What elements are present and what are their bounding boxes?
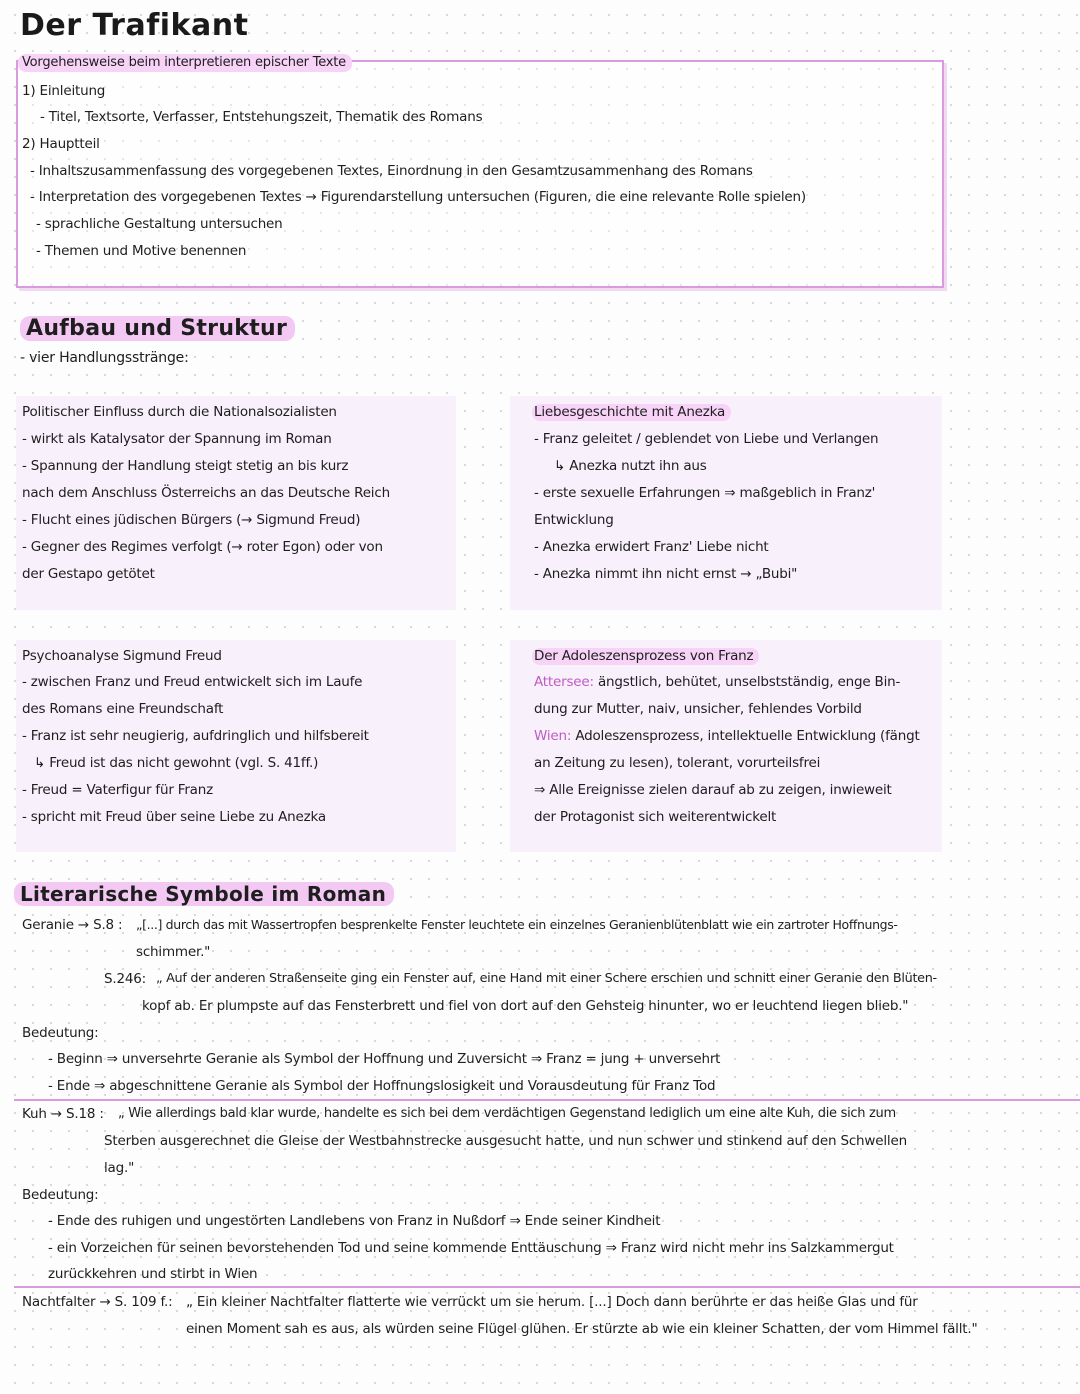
method-line: 1) Einleitung: [22, 83, 106, 99]
aufbau-subtitle: - vier Handlungsstränge:: [20, 350, 189, 366]
card-line: [534, 675, 900, 691]
section-heading-aufbau: Aufbau und Struktur: [20, 316, 295, 341]
wien-label: Wien:: [534, 728, 572, 744]
nachtfalter-quote-line: einen Moment sah es aus, als würden seine Flügel glühen. Er stürzte ab wie ein kleiner Schatten, der vom Himmel fällt.": [186, 1321, 978, 1337]
card-line: - Flucht eines jüdischen Bürgers (→ Sigmund Freud): [22, 512, 361, 528]
kuh-bedeutung-line: - ein Vorzeichen für seinen bevorstehenden Tod und seine kommende Enttäuschung ⇒ Franz wird nicht mehr ins Salzkammergut: [48, 1240, 894, 1256]
geranie-bedeutung-line: - Ende ⇒ abgeschnittene Geranie als Symbol der Hoffnungslosigkeit und Vorausdeutung für Franz Tod: [48, 1078, 716, 1094]
page-title: Der Trafikant: [20, 8, 249, 43]
nachtfalter-label: Nachtfalter → S. 109 f.:: [22, 1294, 173, 1310]
attersee-text: ängstlich, behütet, unselbstständig, enge Bin-: [597, 674, 901, 690]
card-heading: Psychoanalyse Sigmund Freud: [22, 648, 222, 664]
geranie-label: Geranie → S.8 :: [22, 917, 123, 933]
card-line: - Anezka nimmt ihn nicht ernst → „Bubi": [534, 566, 798, 582]
card-line: - zwischen Franz und Freud entwickelt sich im Laufe: [22, 674, 363, 690]
geranie-bedeutung: Bedeutung:: [22, 1025, 99, 1041]
geranie-quote2-label: S.246:: [104, 971, 146, 987]
card-line: ↳ Anezka nutzt ihn aus: [554, 458, 707, 474]
kuh-quote-line: lag.": [104, 1160, 135, 1176]
kuh-quote-line: „ Wie allerdings bald klar wurde, handelte es sich bei dem verdächtigen Gegenstand lediglich um eine alte Kuh, die sich zum: [118, 1106, 896, 1121]
card-heading: Der Adoleszensprozess von Franz: [532, 648, 759, 665]
card-line: der Protagonist sich weiterentwickelt: [534, 809, 777, 825]
card-line: dung zur Mutter, naiv, unsicher, fehlendes Vorbild: [534, 701, 862, 717]
card-line: - Freud = Vaterfigur für Franz: [22, 782, 214, 798]
kuh-bedeutung-line: zurückkehren und stirbt in Wien: [48, 1266, 258, 1282]
method-line: - Inhaltszusammenfassung des vorgegebenen Textes, Einordnung in den Gesamtzusammenhang des Romans: [30, 163, 753, 179]
card-line: des Romans eine Freundschaft: [22, 701, 224, 717]
card-line: - Franz ist sehr neugierig, aufdringlich und hilfsbereit: [22, 728, 369, 744]
card-line: Entwicklung: [534, 512, 614, 528]
kuh-quote-line: Sterben ausgerechnet die Gleise der Westbahnstrecke ausgesucht hatte, und nun schwer und stinkend auf den Schwellen: [104, 1133, 907, 1149]
card-line: - spricht mit Freud über seine Liebe zu Anezka: [22, 809, 326, 825]
divider: [14, 1286, 1080, 1288]
method-line: 2) Hauptteil: [22, 136, 100, 152]
nachtfalter-quote-line: „ Ein kleiner Nachtfalter flatterte wie verrückt um sie herum. [...] Doch dann berührte er das heiße Glas und für: [186, 1294, 918, 1310]
card-line: - Anezka erwidert Franz' Liebe nicht: [534, 539, 769, 555]
kuh-label: Kuh → S.18 :: [22, 1106, 104, 1122]
geranie-quote-line: schimmer.": [136, 944, 211, 960]
card-line: ↳ Freud ist das nicht gewohnt (vgl. S. 41ff.): [34, 755, 319, 771]
method-line: - Themen und Motive benennen: [36, 243, 247, 259]
method-heading: Vorgehensweise beim interpretieren epischer Texte: [18, 54, 352, 72]
card-line: ⇒ Alle Ereignisse zielen darauf ab zu zeigen, inwieweit: [534, 782, 892, 798]
card-line: - Spannung der Handlung steigt stetig an bis kurz: [22, 458, 349, 474]
card-line: nach dem Anschluss Österreichs an das Deutsche Reich: [22, 485, 390, 501]
kuh-bedeutung-line: - Ende des ruhigen und ungestörten Landlebens von Franz in Nußdorf ⇒ Ende seiner Kindheit: [48, 1213, 661, 1229]
card-line: [534, 729, 920, 745]
geranie-quote-line: „ Auf der anderen Straßenseite ging ein Fenster auf, eine Hand mit einer Schere erschien und schnitt einer Geranie den Blüten-: [156, 971, 937, 986]
card-line: - wirkt als Katalysator der Spannung im Roman: [22, 431, 332, 447]
card-line: - Gegner des Regimes verfolgt (→ roter Egon) oder von: [22, 539, 383, 555]
geranie-quote-line: „[...] durch das mit Wassertropfen besprenkelte Fenster leuchtete ein einzelnes Geranienblütenblatt wie ein zartroter Hoffnungs-: [136, 917, 898, 932]
card-heading: Politischer Einfluss durch die Nationalsozialisten: [22, 404, 337, 420]
card-line: an Zeitung zu lesen), tolerant, vorurteilsfrei: [534, 755, 821, 771]
card-line: der Gestapo getötet: [22, 566, 155, 582]
attersee-label: Attersee:: [534, 674, 594, 690]
card-heading: Liebesgeschichte mit Anezka: [532, 404, 731, 421]
section-heading-symbole: Literarische Symbole im Roman: [14, 882, 394, 906]
geranie-bedeutung-line: - Beginn ⇒ unversehrte Geranie als Symbol der Hoffnung und Zuversicht ⇒ Franz = jung + unversehrt: [48, 1051, 721, 1067]
card-line: - Franz geleitet / geblendet von Liebe und Verlangen: [534, 431, 879, 447]
geranie-quote-line: kopf ab. Er plumpste auf das Fensterbrett und fiel von dort auf den Gehsteig hinunter, wo er leuchtend liegen blieb.": [142, 998, 909, 1014]
method-line: - sprachliche Gestaltung untersuchen: [36, 216, 283, 232]
wien-text: Adoleszensprozess, intellektuelle Entwicklung (fängt: [575, 728, 920, 744]
divider: [14, 1099, 1080, 1101]
card-line: - erste sexuelle Erfahrungen ⇒ maßgeblich in Franz': [534, 485, 876, 501]
kuh-bedeutung: Bedeutung:: [22, 1187, 99, 1203]
method-line: - Titel, Textsorte, Verfasser, Entstehungszeit, Thematik des Romans: [40, 109, 483, 125]
method-line: - Interpretation des vorgegebenen Textes → Figurendarstellung untersuchen (Figuren, die eine relevante Rolle spielen): [30, 189, 806, 205]
